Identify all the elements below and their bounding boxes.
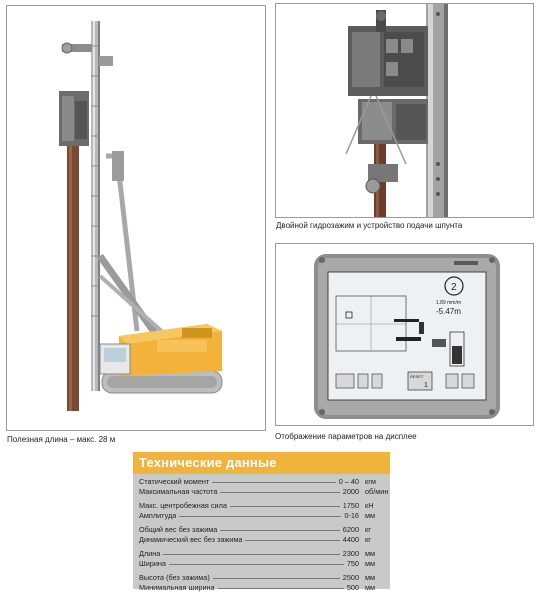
display-reset-label: RESET [410, 374, 424, 379]
spec-label: Общий вес без зажима [139, 524, 218, 534]
spec-label: Длина [139, 548, 161, 558]
specs-table [133, 452, 390, 592]
spec-value: 0-16 [344, 511, 359, 521]
spec-row [133, 487, 390, 497]
display-mode: 2 [451, 282, 457, 293]
spec-unit: мм [365, 558, 376, 568]
spec-value: 1750 [342, 500, 359, 510]
spec-leader-line [179, 516, 341, 517]
spec-row [133, 525, 390, 535]
specs-header [133, 452, 390, 474]
caption-clamp: Двойной гидрозажим и устройство подачи шпунта [276, 221, 463, 230]
clamp-illustration [276, 4, 533, 217]
rig-illustration [7, 6, 265, 430]
spec-row [133, 477, 390, 487]
spec-unit: мм [365, 582, 376, 592]
spec-leader-line [169, 564, 344, 565]
spec-leader-line [213, 578, 340, 579]
spec-label: Минимальная ширина [139, 582, 215, 592]
spec-unit: мм [365, 572, 376, 582]
spec-unit: об/мин [365, 487, 389, 497]
spec-label: Амплитуда [139, 511, 177, 521]
spec-value: 6200 [342, 524, 359, 534]
spec-row [133, 583, 390, 593]
display-counter: 1 [424, 382, 428, 389]
display-photo [275, 243, 534, 426]
spec-label: Максимальная частота [139, 487, 218, 497]
spec-value: 2300 [342, 548, 359, 558]
spec-leader-line [218, 588, 344, 589]
display-top-value: 1.89 mm/m [436, 300, 462, 306]
spec-value: 2000 [342, 487, 359, 497]
spec-label: Высота (без зажима) [139, 572, 210, 582]
spec-row [133, 559, 390, 569]
spec-leader-line [245, 540, 340, 541]
spec-value: 500 [346, 582, 359, 592]
spec-label: Статический момент [139, 477, 210, 486]
specs-title: Технические данные [139, 455, 277, 470]
spec-leader-line [220, 492, 340, 493]
spec-value: 2500 [342, 572, 359, 582]
spec-label: Макс. центробежная сила [139, 500, 227, 510]
spec-unit: кг [365, 524, 371, 534]
caption-rig: Полезная длина – макс. 28 м [7, 435, 116, 444]
spec-unit: мм [365, 511, 376, 521]
spec-row [133, 535, 390, 545]
spec-row [133, 573, 390, 583]
spec-value: 750 [346, 558, 359, 568]
clamp-photo [275, 3, 534, 218]
spec-row [133, 511, 390, 521]
spec-value: 0 – 40 [338, 477, 359, 486]
specs-body [133, 474, 390, 593]
spec-row [133, 549, 390, 559]
spec-unit: кгм [365, 477, 376, 486]
spec-unit: кг [365, 534, 371, 544]
spec-unit: кН [365, 500, 374, 510]
spec-value: 4400 [342, 534, 359, 544]
caption-display: Отображение параметров на дисплее [275, 432, 417, 441]
spec-leader-line [220, 530, 340, 531]
spec-unit: мм [365, 548, 376, 558]
spec-leader-line [230, 506, 340, 507]
display-depth: -5.47m [436, 307, 461, 316]
spec-row [133, 501, 390, 511]
rig-photo [6, 5, 266, 431]
display-device [276, 244, 533, 425]
spec-leader-line [163, 554, 340, 555]
spec-label: Ширина [139, 558, 166, 568]
spec-label: Динамический вес без зажима [139, 534, 243, 544]
spec-leader-line [212, 482, 336, 483]
